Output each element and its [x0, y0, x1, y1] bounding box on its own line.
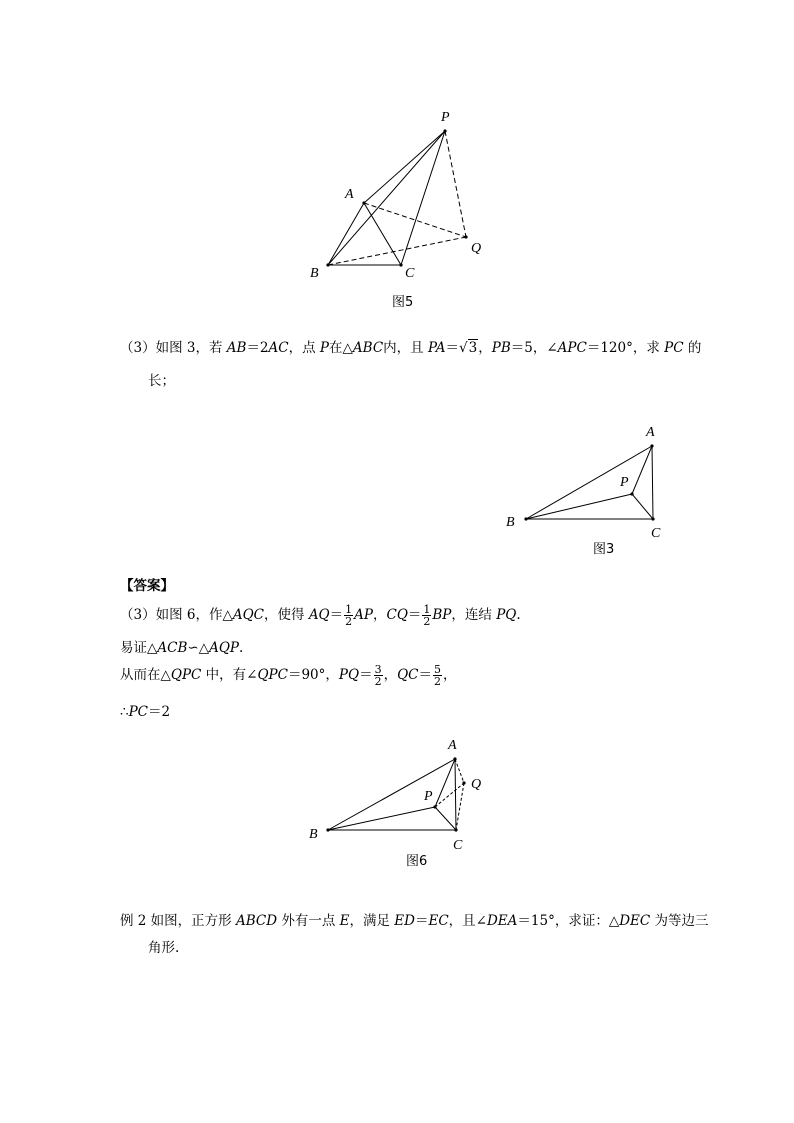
figure-5: [300, 100, 500, 315]
example-2-cont: 角形.: [148, 940, 180, 956]
fraction-one-half: $\frac{1}{2}$: [423, 603, 431, 628]
label-c: C: [651, 526, 661, 541]
question-part-3-cont: 长；: [148, 373, 175, 389]
figure-5-caption: 图5: [392, 295, 414, 310]
label-q: Q: [471, 241, 482, 256]
label-p: P: [441, 110, 450, 125]
segment-qc: [456, 783, 464, 830]
label-a: A: [345, 187, 354, 202]
label-q: Q: [471, 777, 482, 792]
label-a: A: [646, 425, 655, 440]
segment-pc: [632, 494, 653, 519]
answer-line-3: 从而在△QPC 中，有∠QPC＝90°，PQ＝ $\frac{3}{2}$ ，QC＝ $\frac{5}{2}$ ，: [120, 663, 457, 688]
figure-6: [300, 730, 500, 870]
answer-line-2: 易证△ACB∽△AQP.: [120, 640, 244, 656]
segment-bp: [328, 807, 435, 830]
segment-pc: [435, 807, 456, 830]
fraction-one-half: $\frac{1}{2}$: [345, 603, 353, 628]
segment-pq: [445, 131, 466, 237]
segment-ba: [328, 759, 455, 830]
question-part-3: （3）如图 3，若 AB＝2AC，点 P在△ABC内，且 PA＝√3，PB＝5，∠APC＝120°，求 PC 的: [120, 340, 702, 356]
label-c: C: [453, 838, 463, 853]
segment-pq: [435, 783, 464, 807]
sqrt-3: √3: [459, 340, 478, 356]
label-p: P: [620, 475, 629, 490]
label-b: B: [506, 515, 515, 530]
label-c: C: [405, 266, 415, 281]
segment-ac: [652, 446, 653, 519]
segment-ac: [364, 203, 401, 265]
segment-bp: [526, 494, 632, 519]
segment-ap: [632, 446, 652, 494]
figure-3: [495, 420, 685, 560]
segment-aq: [364, 203, 466, 237]
label-p: P: [424, 789, 433, 804]
label-a: A: [448, 738, 457, 753]
answer-heading: 【答案】: [120, 578, 174, 594]
figure-6-caption: 图6: [406, 854, 428, 869]
segment-ba: [328, 203, 364, 265]
label-b: B: [309, 827, 318, 842]
fraction-five-halves: $\frac{5}{2}$: [433, 663, 441, 688]
label-b: B: [310, 266, 319, 281]
figure-3-caption: 图3: [593, 542, 615, 557]
segment-aq: [455, 759, 464, 783]
fraction-three-halves: $\frac{3}{2}$: [374, 663, 382, 688]
example-2: 例 2 如图，正方形 ABCD 外有一点 E，满足 ED＝EC，且∠DEA＝15°，求证：△DEC 为等边三: [120, 913, 709, 929]
segment-ap: [435, 759, 455, 807]
answer-line-4: ∴PC＝2: [120, 704, 171, 720]
segment-ba: [526, 446, 652, 519]
answer-line-1: （3）如图 6，作△AQC，使得 AQ＝ $\frac{1}{2}$ AP，CQ＝ $\frac{1}{2}$ BP，连结 PQ.: [120, 603, 521, 628]
segment-ac: [455, 759, 456, 830]
